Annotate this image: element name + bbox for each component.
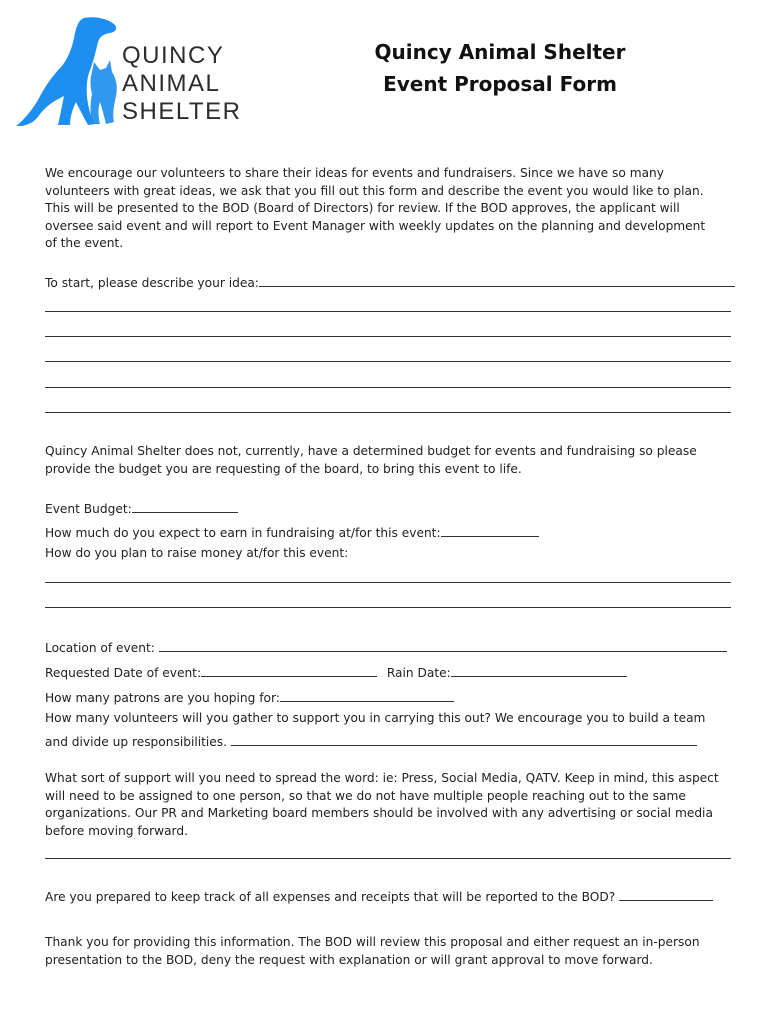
support-line: will need to be assigned to one person, so that we do not have multiple people reaching out to the same — [45, 788, 686, 803]
support-answer-line[interactable] — [45, 858, 731, 859]
intro-paragraph — [45, 165, 745, 253]
idea-answer-line[interactable] — [45, 387, 731, 388]
volunteers-row-2 — [45, 733, 697, 751]
support-line: organizations. Our PR and Marketing board members should be involved with any advertising or social media — [45, 806, 713, 820]
closing-line: presentation to the BOD, deny the request with explanation or will grant approval to move forward. — [45, 952, 653, 967]
volunteers-row-1 — [45, 710, 705, 727]
idea-answer-line[interactable] — [45, 336, 731, 337]
logo-line-1: QUINCY — [122, 42, 225, 69]
intro-line: oversee said event and will report to Event Manager with weekly updates on the planning and development — [45, 218, 706, 233]
volunteers-field[interactable] — [231, 733, 697, 746]
location-row — [45, 639, 727, 657]
budget-intro-line: Quincy Animal Shelter does not, currently, have a determined budget for events and fundraising so please — [45, 444, 697, 458]
date-row — [45, 664, 627, 682]
expenses-field[interactable] — [619, 888, 713, 901]
intro-line: We encourage our volunteers to share their ideas for events and fundraisers. Since we have so many — [45, 166, 664, 180]
closing-paragraph — [45, 934, 745, 969]
dog-cat-silhouette-icon — [14, 14, 124, 130]
support-line: before moving forward. — [45, 823, 188, 838]
expenses-label: Are you prepared to keep track of all expenses and receipts that will be reported to the BOD? — [45, 890, 616, 904]
intro-line: of the event. — [45, 236, 124, 250]
expenses-row — [45, 888, 713, 906]
idea-row — [45, 274, 735, 292]
location-label: Location of event: — [45, 641, 155, 655]
expect-label: How much do you expect to earn in fundraising at/for this event: — [45, 526, 441, 540]
event-budget-field[interactable] — [132, 500, 238, 513]
logo-line-3: SHELTER — [122, 98, 242, 125]
raise-label: How do you plan to raise money at/for this event: — [45, 546, 349, 560]
intro-line: This will be presented to the BOD (Board of Directors) for review. If the BOD approves, the applicant will — [45, 201, 680, 215]
idea-label: To start, please describe your idea: — [45, 276, 259, 290]
raise-row — [45, 545, 348, 562]
requested-date-label: Requested Date of event: — [45, 666, 202, 680]
intro-line: volunteers with great ideas, we ask that you fill out this form and describe the event you would like to plan. — [45, 183, 704, 198]
expect-row — [45, 524, 539, 542]
expect-field[interactable] — [441, 524, 539, 537]
requested-date-field[interactable] — [201, 664, 377, 677]
closing-line: Thank you for providing this information. The BOD will review this proposal and either request an in-person — [45, 935, 700, 949]
rain-date-label: Rain Date: — [386, 666, 451, 680]
patrons-field[interactable] — [280, 689, 454, 702]
logo-line-2: ANIMAL — [122, 70, 221, 97]
page-title — [330, 36, 670, 100]
volunteers-label: How many volunteers will you gather to support you in carrying this out? We encourage you to build a team — [45, 711, 706, 725]
idea-answer-line[interactable] — [45, 361, 731, 362]
title-line-1: Quincy Animal Shelter — [374, 40, 626, 64]
location-field[interactable] — [159, 639, 727, 652]
event-budget-label: Event Budget: — [45, 502, 132, 516]
event-budget-row — [45, 500, 238, 518]
volunteers-label: and divide up responsibilities. — [45, 735, 227, 749]
idea-answer-line[interactable] — [45, 412, 731, 413]
title-line-2: Event Proposal Form — [383, 72, 617, 96]
logo-wordmark — [122, 42, 241, 126]
support-paragraph — [45, 770, 745, 840]
shelter-logo — [14, 14, 254, 130]
rain-date-field[interactable] — [451, 664, 627, 677]
budget-paragraph — [45, 443, 745, 478]
idea-answer-line[interactable] — [45, 311, 731, 312]
raise-answer-line[interactable] — [45, 607, 731, 608]
budget-intro-line: provide the budget you are requesting of the board, to bring this event to life. — [45, 461, 522, 476]
patrons-row — [45, 689, 454, 707]
patrons-label: How many patrons are you hoping for: — [45, 691, 280, 705]
support-line: What sort of support will you need to spread the word: ie: Press, Social Media, QATV. Keep in mind, this aspect — [45, 771, 719, 785]
raise-answer-line[interactable] — [45, 582, 731, 583]
idea-field[interactable] — [259, 274, 735, 287]
